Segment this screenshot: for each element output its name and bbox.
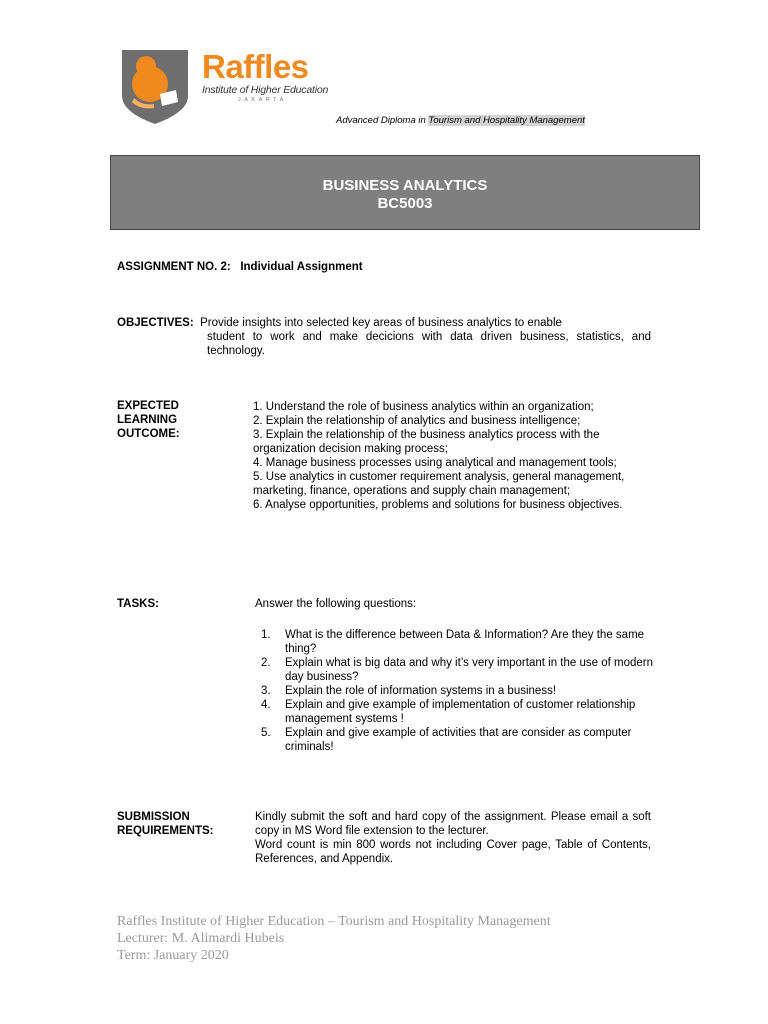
shield-lion-icon [120,46,190,126]
submission-para1: Kindly submit the soft and hard copy of the assignment. Please email a soft copy in MS Word file extension to the lecturer. [255,811,651,837]
list-item: 4. Manage business processes using analytical and management tools; [253,457,617,469]
objectives-line1: Provide insights into selected key areas of business analytics to enable [200,317,562,329]
list-item: 2. Explain what is big data and why it’s very important in the use of modern day business? [261,657,653,683]
footer-term: Term: January 2020 [117,948,229,963]
list-item: 3. Explain the relationship of the business analytics process with the organization decision making process; [253,429,600,455]
list-item: 4. Explain and give example of implementation of customer relationship management systems ! [261,699,636,725]
list-item: 5. Use analytics in customer requirement analysis, general management, marketing, finance, operations and supply chain management; [253,471,625,497]
objectives-label: OBJECTIVES: [117,317,194,329]
brand-subtitle: Institute of Higher Education [202,84,329,96]
list-item: 5. Explain and give example of activities that are consider as computer criminals! [261,727,632,753]
tasks-intro: Answer the following questions: [255,598,417,610]
assignment-label: ASSIGNMENT NO. 2: [117,261,231,273]
diploma-line [336,115,585,126]
diploma-prefix: Advanced Diploma in [336,115,426,126]
list-item: 2. Explain the relationship of analytics and business intelligence; [253,415,581,427]
list-item: 6. Analyse opportunities, problems and solutions for business objectives. [253,499,623,511]
footer-institute: Raffles Institute of Higher Education – Tourism and Hospitality Management [117,914,551,929]
list-item: 1. Understand the role of business analytics within an organization; [253,401,594,413]
course-code: BC5003 [377,195,433,212]
list-item: 1. What is the difference between Data & Information? Are they the same thing? [261,629,645,655]
course-title: BUSINESS ANALYTICS [322,177,488,194]
submission-text [255,810,651,866]
page-footer [117,913,551,964]
brand-name: Raffles [202,48,309,85]
list-item: 3. Explain the role of information systems in a business! [261,685,557,697]
submission-para2: Word count is min 800 words not including Cover page, Table of Contents, References, and Appendix. [255,839,651,865]
brand-city: JAKARTA [238,97,287,103]
tasks-label: TASKS: [117,598,159,610]
task-list [261,628,653,754]
institute-logo [120,46,340,128]
assignment-value: Individual Assignment [240,261,363,273]
brand-text [202,50,328,105]
learning-outcome-list [253,400,653,512]
submission-label: SUBMISSION REQUIREMENTS: [117,811,214,837]
objectives-section [117,316,651,358]
objectives-line2: student to work and make decicions with data driven business, statistics, and technology. [207,331,651,357]
footer-lecturer: Lecturer: M. Alimardi Hubeis [117,931,285,946]
assignment-row [117,260,363,274]
course-title-box [110,155,700,230]
learning-outcome-label: EXPECTED LEARNING OUTCOME: [117,400,180,440]
diploma-program: Tourism and Hospitality Management [428,115,585,126]
